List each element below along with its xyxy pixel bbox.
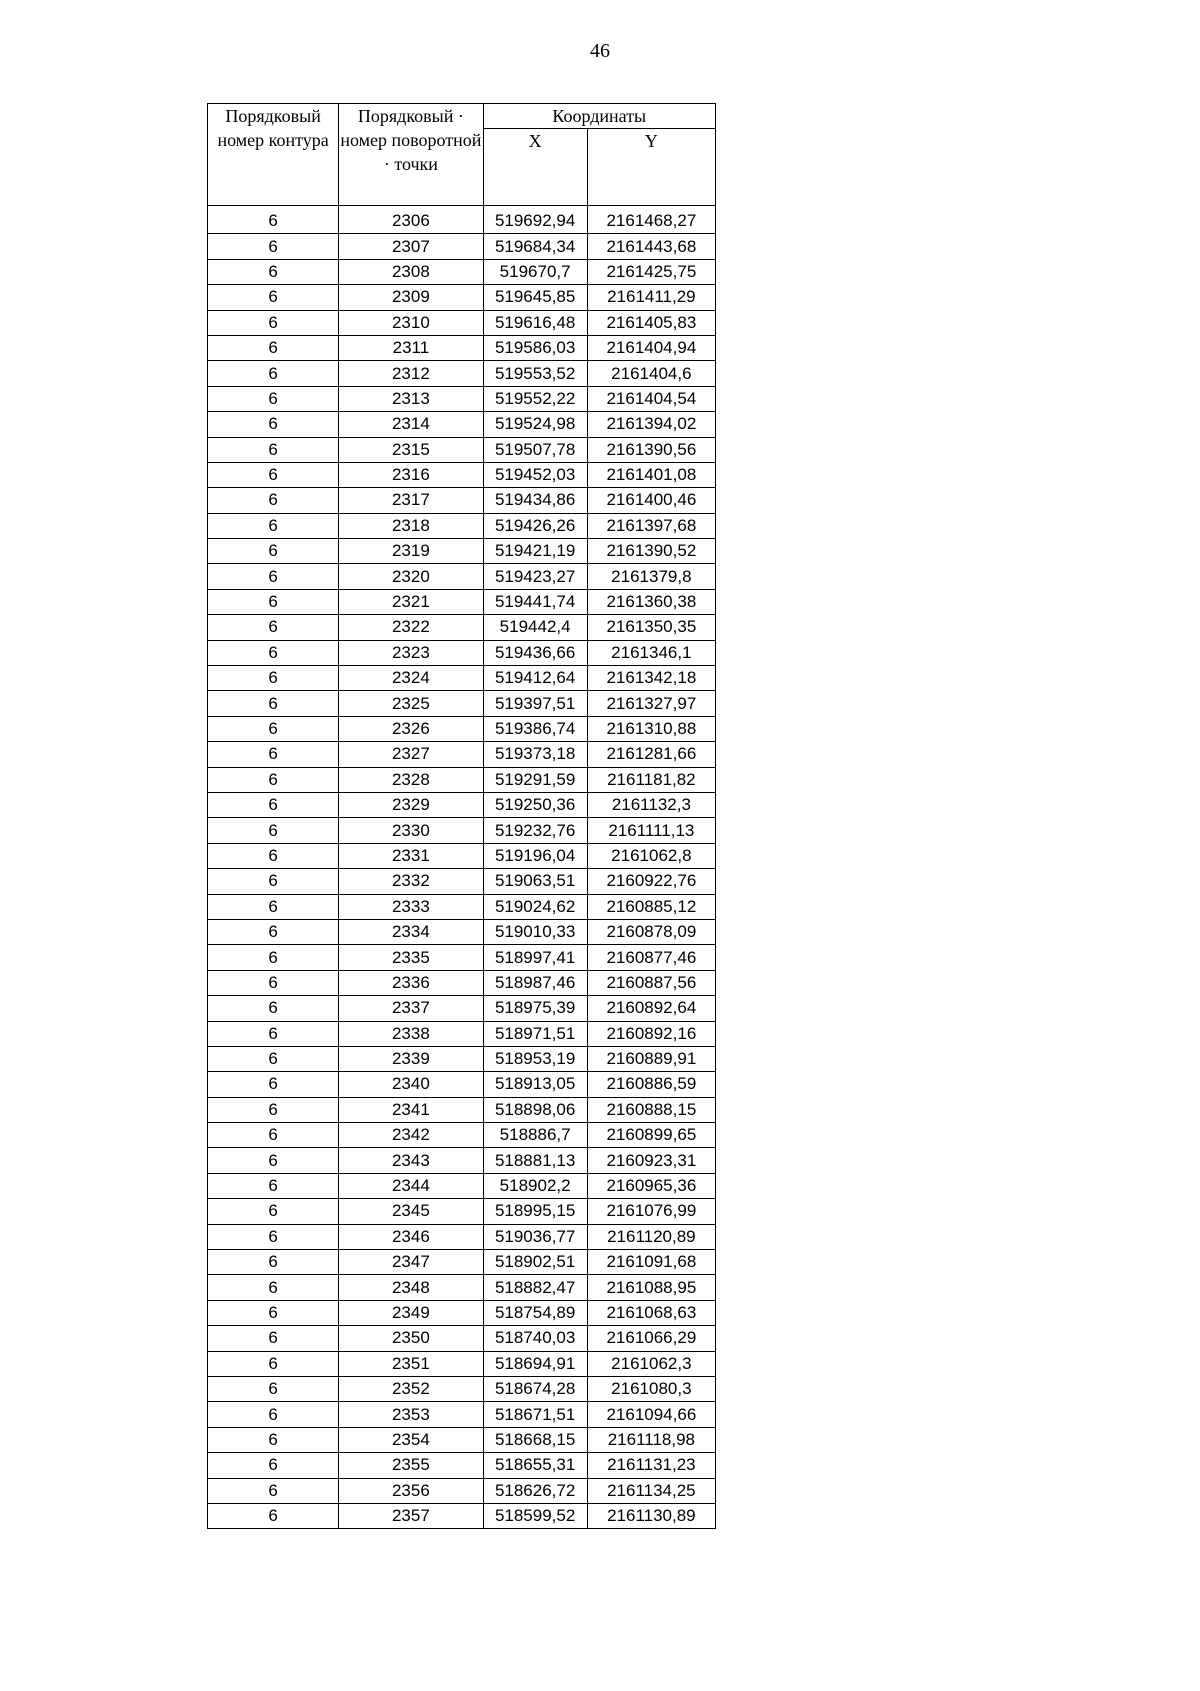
contour-number-cell: 6 (208, 564, 339, 589)
contour-number-cell: 6 (208, 335, 339, 360)
coordinates-table (207, 103, 716, 1529)
contour-number-cell: 6 (208, 259, 339, 284)
page-number: 46 (590, 40, 610, 62)
point-number-cell: 2355 (339, 1453, 483, 1478)
x-coordinate-cell: 519586,03 (483, 335, 587, 360)
x-coordinate-cell: 519452,03 (483, 462, 587, 487)
contour-number-cell: 6 (208, 742, 339, 767)
table-row (208, 1326, 716, 1351)
x-coordinate-cell: 518995,15 (483, 1199, 587, 1224)
y-coordinate-cell: 2160923,31 (587, 1148, 715, 1173)
table-body (208, 206, 716, 1529)
x-coordinate-cell: 519645,85 (483, 285, 587, 310)
y-coordinate-cell: 2161405,83 (587, 310, 715, 335)
point-number-cell: 2309 (339, 285, 483, 310)
contour-number-cell: 6 (208, 1148, 339, 1173)
x-coordinate-cell: 518626,72 (483, 1478, 587, 1503)
point-number-cell: 2308 (339, 259, 483, 284)
table-row (208, 1478, 716, 1503)
table-row (208, 1224, 716, 1249)
point-number-cell: 2313 (339, 386, 483, 411)
table-row (208, 1427, 716, 1452)
x-coordinate-cell: 519024,62 (483, 894, 587, 919)
y-coordinate-cell: 2161468,27 (587, 206, 715, 234)
table-row (208, 206, 716, 234)
table-row (208, 843, 716, 868)
point-number-cell: 2323 (339, 640, 483, 665)
x-coordinate-cell: 519421,19 (483, 539, 587, 564)
y-coordinate-cell: 2161068,63 (587, 1300, 715, 1325)
x-coordinate-cell: 519250,36 (483, 792, 587, 817)
contour-number-cell: 6 (208, 1199, 339, 1224)
contour-number-cell: 6 (208, 206, 339, 234)
contour-number-cell: 6 (208, 767, 339, 792)
table-row (208, 945, 716, 970)
point-number-cell: 2337 (339, 996, 483, 1021)
contour-number-cell: 6 (208, 1072, 339, 1097)
y-coordinate-cell: 2161404,94 (587, 335, 715, 360)
y-coordinate-cell: 2161281,66 (587, 742, 715, 767)
x-coordinate-cell: 518882,47 (483, 1275, 587, 1300)
y-coordinate-cell: 2161327,97 (587, 691, 715, 716)
y-coordinate-cell: 2161346,1 (587, 640, 715, 665)
contour-number-cell: 6 (208, 843, 339, 868)
contour-number-cell: 6 (208, 1402, 339, 1427)
point-number-cell: 2342 (339, 1123, 483, 1148)
point-number-cell: 2336 (339, 970, 483, 995)
point-number-cell: 2330 (339, 818, 483, 843)
y-coordinate-cell: 2160922,76 (587, 869, 715, 894)
point-number-cell: 2318 (339, 513, 483, 538)
x-coordinate-cell: 519524,98 (483, 412, 587, 437)
y-coordinate-cell: 2161379,8 (587, 564, 715, 589)
y-coordinate-cell: 2161397,68 (587, 513, 715, 538)
x-coordinate-cell: 518886,7 (483, 1123, 587, 1148)
y-coordinate-cell: 2160892,16 (587, 1021, 715, 1046)
y-coordinate-cell: 2160885,12 (587, 894, 715, 919)
x-coordinate-cell: 518674,28 (483, 1376, 587, 1401)
table-row (208, 539, 716, 564)
x-coordinate-cell: 518671,51 (483, 1402, 587, 1427)
table-row (208, 1300, 716, 1325)
contour-number-cell: 6 (208, 1224, 339, 1249)
contour-number-cell: 6 (208, 1275, 339, 1300)
y-coordinate-cell: 2161080,3 (587, 1376, 715, 1401)
y-coordinate-cell: 2161062,8 (587, 843, 715, 868)
header-x: X (483, 129, 587, 206)
y-coordinate-cell: 2160892,64 (587, 996, 715, 1021)
point-number-cell: 2311 (339, 335, 483, 360)
y-coordinate-cell: 2161120,89 (587, 1224, 715, 1249)
table-row (208, 640, 716, 665)
point-number-cell: 2314 (339, 412, 483, 437)
y-coordinate-cell: 2161443,68 (587, 234, 715, 259)
y-coordinate-cell: 2160887,56 (587, 970, 715, 995)
x-coordinate-cell: 519423,27 (483, 564, 587, 589)
contour-number-cell: 6 (208, 1376, 339, 1401)
table-row (208, 1402, 716, 1427)
y-coordinate-cell: 2161342,18 (587, 666, 715, 691)
table-row (208, 310, 716, 335)
table-row (208, 361, 716, 386)
y-coordinate-cell: 2161076,99 (587, 1199, 715, 1224)
table-row (208, 666, 716, 691)
x-coordinate-cell: 518740,03 (483, 1326, 587, 1351)
x-coordinate-cell: 519441,74 (483, 589, 587, 614)
y-coordinate-cell: 2161401,08 (587, 462, 715, 487)
x-coordinate-cell: 518599,52 (483, 1503, 587, 1528)
y-coordinate-cell: 2160877,46 (587, 945, 715, 970)
y-coordinate-cell: 2161130,89 (587, 1503, 715, 1528)
x-coordinate-cell: 519616,48 (483, 310, 587, 335)
y-coordinate-cell: 2161091,68 (587, 1250, 715, 1275)
point-number-cell: 2345 (339, 1199, 483, 1224)
point-number-cell: 2335 (339, 945, 483, 970)
table-row (208, 1351, 716, 1376)
y-coordinate-cell: 2161350,35 (587, 615, 715, 640)
table-row (208, 894, 716, 919)
point-number-cell: 2328 (339, 767, 483, 792)
point-number-cell: 2310 (339, 310, 483, 335)
point-number-cell: 2325 (339, 691, 483, 716)
y-coordinate-cell: 2161111,13 (587, 818, 715, 843)
point-number-cell: 2352 (339, 1376, 483, 1401)
point-number-cell: 2334 (339, 919, 483, 944)
table-row (208, 589, 716, 614)
x-coordinate-cell: 519232,76 (483, 818, 587, 843)
x-coordinate-cell: 518953,19 (483, 1046, 587, 1071)
y-coordinate-cell: 2160965,36 (587, 1173, 715, 1198)
point-number-cell: 2333 (339, 894, 483, 919)
contour-number-cell: 6 (208, 869, 339, 894)
header-point-number: Порядковый · номер поворотной · точки (339, 104, 483, 206)
point-number-cell: 2316 (339, 462, 483, 487)
y-coordinate-cell: 2160889,91 (587, 1046, 715, 1071)
table-row (208, 1123, 716, 1148)
y-coordinate-cell: 2161094,66 (587, 1402, 715, 1427)
contour-number-cell: 6 (208, 386, 339, 411)
contour-number-cell: 6 (208, 437, 339, 462)
point-number-cell: 2347 (339, 1250, 483, 1275)
contour-number-cell: 6 (208, 919, 339, 944)
table-row (208, 818, 716, 843)
contour-number-cell: 6 (208, 1250, 339, 1275)
x-coordinate-cell: 519291,59 (483, 767, 587, 792)
x-coordinate-cell: 519692,94 (483, 206, 587, 234)
point-number-cell: 2354 (339, 1427, 483, 1452)
y-coordinate-cell: 2161404,6 (587, 361, 715, 386)
point-number-cell: 2332 (339, 869, 483, 894)
table-row (208, 488, 716, 513)
x-coordinate-cell: 519553,52 (483, 361, 587, 386)
y-coordinate-cell: 2161411,29 (587, 285, 715, 310)
x-coordinate-cell: 519507,78 (483, 437, 587, 462)
table-row (208, 1199, 716, 1224)
y-coordinate-cell: 2161400,46 (587, 488, 715, 513)
x-coordinate-cell: 519412,64 (483, 666, 587, 691)
x-coordinate-cell: 519397,51 (483, 691, 587, 716)
table-row (208, 869, 716, 894)
contour-number-cell: 6 (208, 792, 339, 817)
contour-number-cell: 6 (208, 1123, 339, 1148)
contour-number-cell: 6 (208, 818, 339, 843)
table-row (208, 412, 716, 437)
contour-number-cell: 6 (208, 285, 339, 310)
x-coordinate-cell: 518694,91 (483, 1351, 587, 1376)
y-coordinate-cell: 2161181,82 (587, 767, 715, 792)
x-coordinate-cell: 519442,4 (483, 615, 587, 640)
point-number-cell: 2356 (339, 1478, 483, 1503)
x-coordinate-cell: 518902,2 (483, 1173, 587, 1198)
table-row (208, 1173, 716, 1198)
x-coordinate-cell: 519010,33 (483, 919, 587, 944)
point-number-cell: 2357 (339, 1503, 483, 1528)
y-coordinate-cell: 2161360,38 (587, 589, 715, 614)
table-row (208, 234, 716, 259)
contour-number-cell: 6 (208, 1300, 339, 1325)
x-coordinate-cell: 518997,41 (483, 945, 587, 970)
y-coordinate-cell: 2161088,95 (587, 1275, 715, 1300)
table-row (208, 716, 716, 741)
x-coordinate-cell: 518898,06 (483, 1097, 587, 1122)
y-coordinate-cell: 2161118,98 (587, 1427, 715, 1452)
table-row (208, 1021, 716, 1046)
contour-number-cell: 6 (208, 666, 339, 691)
table-row (208, 1376, 716, 1401)
x-coordinate-cell: 519426,26 (483, 513, 587, 538)
table-row (208, 285, 716, 310)
table-row (208, 615, 716, 640)
x-coordinate-cell: 519386,74 (483, 716, 587, 741)
table-row (208, 767, 716, 792)
y-coordinate-cell: 2161310,88 (587, 716, 715, 741)
x-coordinate-cell: 519670,7 (483, 259, 587, 284)
point-number-cell: 2324 (339, 666, 483, 691)
contour-number-cell: 6 (208, 1046, 339, 1071)
table-row (208, 1097, 716, 1122)
table-row (208, 335, 716, 360)
point-number-cell: 2319 (339, 539, 483, 564)
table-row (208, 792, 716, 817)
y-coordinate-cell: 2161390,52 (587, 539, 715, 564)
contour-number-cell: 6 (208, 462, 339, 487)
contour-number-cell: 6 (208, 234, 339, 259)
table-row (208, 259, 716, 284)
y-coordinate-cell: 2161425,75 (587, 259, 715, 284)
x-coordinate-cell: 519063,51 (483, 869, 587, 894)
y-coordinate-cell: 2160899,65 (587, 1123, 715, 1148)
point-number-cell: 2317 (339, 488, 483, 513)
table-row (208, 386, 716, 411)
point-number-cell: 2306 (339, 206, 483, 234)
x-coordinate-cell: 518971,51 (483, 1021, 587, 1046)
table-row (208, 1072, 716, 1097)
y-coordinate-cell: 2160886,59 (587, 1072, 715, 1097)
y-coordinate-cell: 2160888,15 (587, 1097, 715, 1122)
x-coordinate-cell: 519196,04 (483, 843, 587, 868)
point-number-cell: 2344 (339, 1173, 483, 1198)
x-coordinate-cell: 518987,46 (483, 970, 587, 995)
point-number-cell: 2321 (339, 589, 483, 614)
point-number-cell: 2338 (339, 1021, 483, 1046)
table-row (208, 742, 716, 767)
contour-number-cell: 6 (208, 894, 339, 919)
x-coordinate-cell: 519436,66 (483, 640, 587, 665)
point-number-cell: 2351 (339, 1351, 483, 1376)
x-coordinate-cell: 518668,15 (483, 1427, 587, 1452)
point-number-cell: 2346 (339, 1224, 483, 1249)
contour-number-cell: 6 (208, 716, 339, 741)
contour-number-cell: 6 (208, 361, 339, 386)
contour-number-cell: 6 (208, 513, 339, 538)
point-number-cell: 2326 (339, 716, 483, 741)
point-number-cell: 2322 (339, 615, 483, 640)
y-coordinate-cell: 2160878,09 (587, 919, 715, 944)
contour-number-cell: 6 (208, 488, 339, 513)
contour-number-cell: 6 (208, 1503, 339, 1528)
y-coordinate-cell: 2161066,29 (587, 1326, 715, 1351)
contour-number-cell: 6 (208, 1351, 339, 1376)
contour-number-cell: 6 (208, 1453, 339, 1478)
point-number-cell: 2329 (339, 792, 483, 817)
contour-number-cell: 6 (208, 539, 339, 564)
table-row (208, 1453, 716, 1478)
x-coordinate-cell: 518881,13 (483, 1148, 587, 1173)
x-coordinate-cell: 519552,22 (483, 386, 587, 411)
contour-number-cell: 6 (208, 945, 339, 970)
x-coordinate-cell: 519684,34 (483, 234, 587, 259)
header-contour-number: Порядковый номер контура (208, 104, 339, 206)
table-row (208, 691, 716, 716)
point-number-cell: 2348 (339, 1275, 483, 1300)
table-row (208, 919, 716, 944)
point-number-cell: 2320 (339, 564, 483, 589)
contour-number-cell: 6 (208, 310, 339, 335)
table-row (208, 996, 716, 1021)
contour-number-cell: 6 (208, 1326, 339, 1351)
contour-number-cell: 6 (208, 1427, 339, 1452)
table-row (208, 970, 716, 995)
point-number-cell: 2339 (339, 1046, 483, 1071)
table-row (208, 1275, 716, 1300)
point-number-cell: 2331 (339, 843, 483, 868)
x-coordinate-cell: 519434,86 (483, 488, 587, 513)
y-coordinate-cell: 2161134,25 (587, 1478, 715, 1503)
point-number-cell: 2307 (339, 234, 483, 259)
x-coordinate-cell: 518913,05 (483, 1072, 587, 1097)
x-coordinate-cell: 518655,31 (483, 1453, 587, 1478)
point-number-cell: 2312 (339, 361, 483, 386)
table-row (208, 564, 716, 589)
table-row (208, 462, 716, 487)
x-coordinate-cell: 519036,77 (483, 1224, 587, 1249)
y-coordinate-cell: 2161394,02 (587, 412, 715, 437)
contour-number-cell: 6 (208, 970, 339, 995)
table-row (208, 437, 716, 462)
contour-number-cell: 6 (208, 1097, 339, 1122)
x-coordinate-cell: 518902,51 (483, 1250, 587, 1275)
table-row (208, 1046, 716, 1071)
table-row (208, 1148, 716, 1173)
y-coordinate-cell: 2161062,3 (587, 1351, 715, 1376)
table-header (208, 104, 716, 206)
point-number-cell: 2340 (339, 1072, 483, 1097)
x-coordinate-cell: 518754,89 (483, 1300, 587, 1325)
contour-number-cell: 6 (208, 615, 339, 640)
y-coordinate-cell: 2161404,54 (587, 386, 715, 411)
contour-number-cell: 6 (208, 589, 339, 614)
y-coordinate-cell: 2161131,23 (587, 1453, 715, 1478)
y-coordinate-cell: 2161390,56 (587, 437, 715, 462)
contour-number-cell: 6 (208, 996, 339, 1021)
contour-number-cell: 6 (208, 412, 339, 437)
point-number-cell: 2349 (339, 1300, 483, 1325)
table-row (208, 513, 716, 538)
x-coordinate-cell: 518975,39 (483, 996, 587, 1021)
point-number-cell: 2341 (339, 1097, 483, 1122)
point-number-cell: 2327 (339, 742, 483, 767)
header-coordinates: Координаты (483, 104, 715, 129)
header-y: Y (587, 129, 715, 206)
table-row (208, 1250, 716, 1275)
contour-number-cell: 6 (208, 640, 339, 665)
table-row (208, 1503, 716, 1528)
x-coordinate-cell: 519373,18 (483, 742, 587, 767)
contour-number-cell: 6 (208, 691, 339, 716)
contour-number-cell: 6 (208, 1173, 339, 1198)
point-number-cell: 2353 (339, 1402, 483, 1427)
point-number-cell: 2350 (339, 1326, 483, 1351)
contour-number-cell: 6 (208, 1021, 339, 1046)
y-coordinate-cell: 2161132,3 (587, 792, 715, 817)
point-number-cell: 2343 (339, 1148, 483, 1173)
point-number-cell: 2315 (339, 437, 483, 462)
contour-number-cell: 6 (208, 1478, 339, 1503)
